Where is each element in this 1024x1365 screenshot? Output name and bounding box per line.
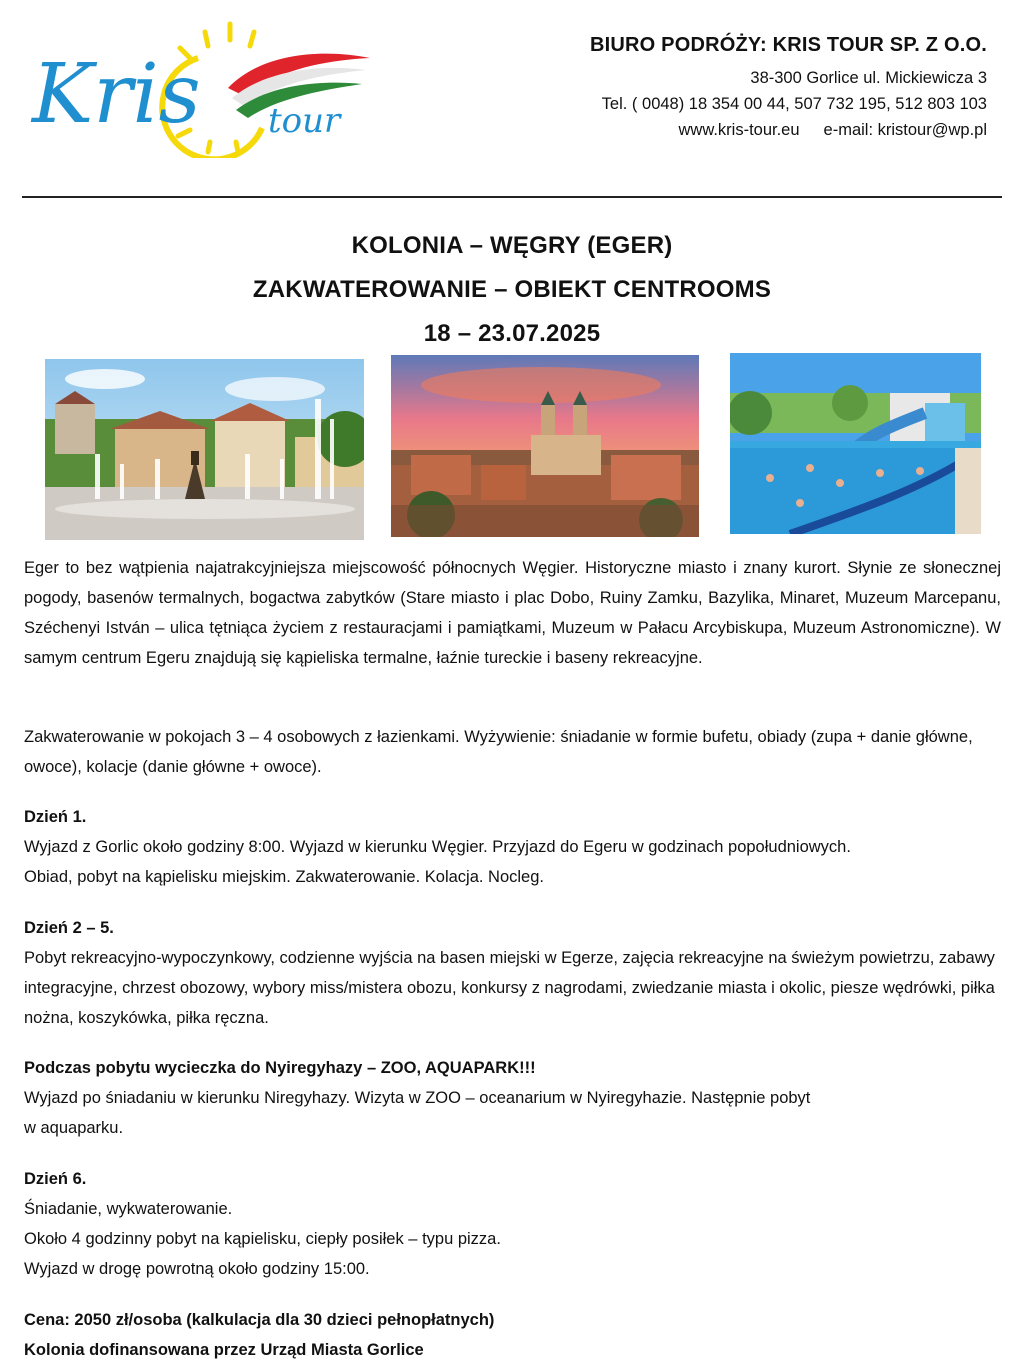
day6-line-1: Śniadanie, wykwaterowanie. xyxy=(24,1200,233,1218)
logo-sub-text: tour xyxy=(268,101,341,141)
kris-tour-logo xyxy=(30,18,380,158)
day6-section xyxy=(24,1164,1001,1284)
header-divider xyxy=(22,196,1002,198)
day6-line-2: Około 4 godzinny pobyt na kąpielisku, ciepły posiłek – typu pizza. xyxy=(24,1230,501,1248)
company-info xyxy=(590,34,987,143)
photo-eger-sunset xyxy=(391,355,699,537)
day1-heading: Dzień 1. xyxy=(24,808,87,826)
funding-line: Kolonia dofinansowana przez Urząd Miasta Gorlice xyxy=(24,1341,424,1359)
accommodation-paragraph: Zakwaterowanie w pokojach 3 – 4 osobowych z łazienkami. Wyżywienie: śniadanie w formie bufetu, obiady (zupa + danie główne, owoce), kolacje (danie główne + owoce). xyxy=(24,728,973,776)
company-phone: Tel. ( 0048) 18 354 00 44, 507 732 195, 512 803 103 xyxy=(601,95,987,113)
day1-section xyxy=(24,802,1001,892)
title-dates: 18 – 23.07.2025 xyxy=(423,320,601,347)
photo-thermal-pool xyxy=(730,353,981,534)
price-section xyxy=(24,1305,1001,1365)
title-line-1: KOLONIA – WĘGRY (EGER) xyxy=(351,232,673,259)
photo-eger-square xyxy=(45,359,364,540)
company-contact xyxy=(590,117,987,143)
day1-line-1: Wyjazd z Gorlic około godziny 8:00. Wyjazd w kierunku Węgier. Przyjazd do Egeru w godzinach popołudniowych. xyxy=(24,838,851,856)
title-line-2: ZAKWATEROWANIE – OBIEKT CENTROOMS xyxy=(252,276,772,303)
company-address: 38-300 Gorlice ul. Mickiewicza 3 xyxy=(750,69,987,87)
trip-heading: Podczas pobytu wycieczka do Nyiregyhazy – ZOO, AQUAPARK!!! xyxy=(24,1059,536,1077)
trip-section xyxy=(24,1053,1001,1143)
day1-line-2: Obiad, pobyt na kąpielisku miejskim. Zakwaterowanie. Kolacja. Nocleg. xyxy=(24,868,544,886)
day2-5-section xyxy=(24,913,1001,1033)
day2-5-text: Pobyt rekreacyjno-wypoczynkowy, codzienne wyjścia na basen miejski w Egerze, zajęcia rekreacyjne na świeżym powietrzu, zabawy integracyjne, chrzest obozowy, wybory miss/mistera obozu, konkursy z nagrodami, zwiedzanie miasta i okolic, piesze wędrówki, piłka nożna, koszykówka, piłka ręczna. xyxy=(24,949,995,1027)
day2-5-heading: Dzień 2 – 5. xyxy=(24,919,114,937)
day6-line-3: Wyjazd w drogę powrotną około godziny 15:00. xyxy=(24,1260,370,1278)
company-email[interactable]: e-mail: kristour@wp.pl xyxy=(823,121,987,139)
logo-brand-text: Kris xyxy=(32,47,201,142)
intro-paragraph: Eger to bez wątpienia najatrakcyjniejsza miejscowość północnych Węgier. Historyczne miasto i znany kurort. Słynie ze słonecznej pogody, basenów termalnych, bogactwa zabytków (Stare miasto i plac Dobo, Ruiny Zamku, Bazylika, Minaret, Muzeum Marcepanu, Széchenyi István – ulica tętniąca życiem z restauracjami i pamiątkami, Muzeum w Pałacu Arcybiskupa, Muzeum Astronomiczne). W samym centrum Egeru znajdują się kąpieliska termalne, łaźnie tureckie i baseny rekreacyjne. xyxy=(24,559,1001,667)
page-titles xyxy=(0,224,1024,356)
company-website[interactable]: www.kris-tour.eu xyxy=(678,121,800,139)
day6-heading: Dzień 6. xyxy=(24,1170,87,1188)
trip-line-1: Wyjazd po śniadaniu w kierunku Niregyhazy. Wizyta w ZOO – oceanarium w Nyiregyhazie. Następnie pobyt xyxy=(24,1089,811,1107)
price-line: Cena: 2050 zł/osoba (kalkulacja dla 30 dzieci pełnopłatnych) xyxy=(24,1311,495,1329)
company-name: BIURO PODRÓŻY: KRIS TOUR SP. Z O.O. xyxy=(589,34,987,56)
trip-line-2: w aquaparku. xyxy=(24,1119,124,1137)
